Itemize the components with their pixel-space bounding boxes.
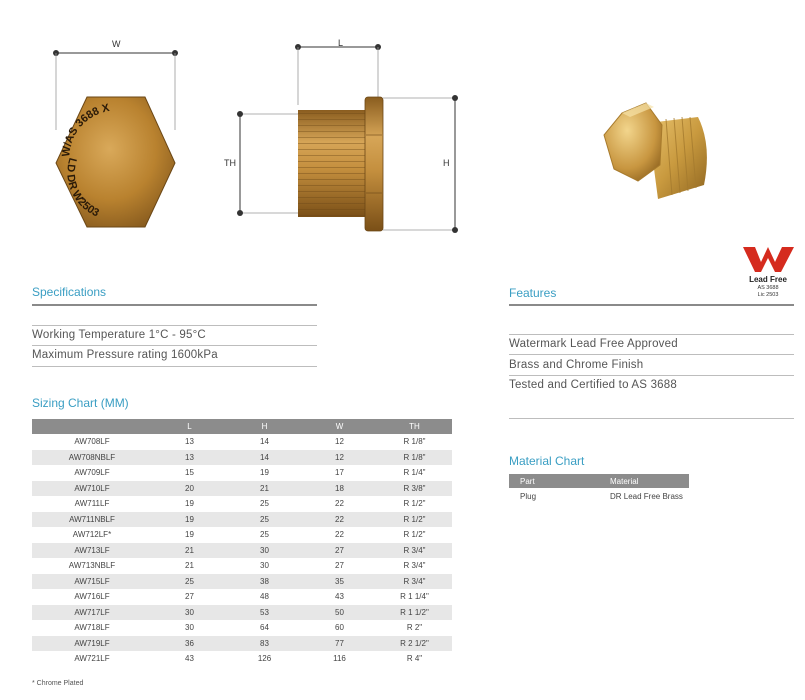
feature-watermark-approved: Watermark Lead Free Approved	[509, 338, 678, 350]
hex-marking-top: W/AS 3688 X	[60, 101, 111, 158]
sizing-cell-h: 30	[227, 543, 302, 559]
sizing-cell-code: AW718LF	[74, 623, 110, 633]
sizing-cell-w: 22	[335, 530, 344, 540]
sizing-cell-code: AW713LF	[32, 543, 152, 559]
sizing-header-th: TH	[377, 419, 452, 434]
sizing-cell-th: R 1/2"	[377, 512, 452, 528]
sizing-cell-th: R 3/8"	[377, 481, 452, 497]
sizing-cell-w: 43	[335, 592, 344, 602]
sizing-cell-h: 83	[227, 636, 302, 652]
sizing-cell-h: 53	[227, 605, 302, 621]
material-part-cell: Plug	[520, 492, 537, 501]
sizing-cell-h: 30	[260, 561, 269, 571]
table-row	[32, 589, 452, 605]
w-dimension-label: W	[112, 39, 121, 49]
sizing-cell-code: AW712LF*	[72, 530, 112, 540]
material-header-material: Material	[599, 474, 689, 488]
sizing-cell-code: AW710LF	[32, 481, 152, 497]
sizing-cell-h: 64	[260, 623, 269, 633]
sizing-cell-th: R 1/8"	[377, 450, 452, 466]
table-row	[32, 527, 452, 543]
chrome-plated-footnote: * Chrome Plated	[32, 680, 84, 687]
sizing-cell-th: R 3/4"	[403, 561, 426, 571]
sizing-cell-h: 25	[260, 530, 269, 540]
sizing-header-l: L	[152, 419, 227, 434]
sizing-cell-h: 14	[260, 437, 269, 447]
sizing-cell-l: 36	[152, 636, 227, 652]
spec-working-temperature: Working Temperature 1°C - 95°C	[32, 329, 206, 341]
table-row	[32, 636, 452, 652]
material-value-cell: DR Lead Free Brass	[610, 492, 683, 501]
h-dimension-label: H	[443, 158, 450, 168]
sizing-cell-w: 17	[335, 468, 344, 478]
table-row	[32, 450, 452, 466]
feature-divider-3	[509, 418, 794, 419]
table-row	[32, 651, 452, 667]
sizing-cell-h: 14	[227, 450, 302, 466]
sizing-cell-w: 22	[335, 499, 344, 509]
sizing-cell-th: R 1/2"	[403, 499, 426, 509]
side-view-drawing	[228, 35, 473, 240]
table-row	[32, 481, 452, 497]
watermark-logo-icon	[741, 244, 796, 274]
table-row	[32, 574, 452, 590]
table-row	[32, 465, 452, 481]
sizing-cell-th: R 3/4"	[377, 574, 452, 590]
sizing-cell-h: 48	[260, 592, 269, 602]
table-row	[32, 558, 452, 574]
material-row	[509, 488, 689, 505]
sizing-header-w: W	[302, 419, 377, 434]
sizing-cell-code: AW708LF	[74, 437, 110, 447]
table-row	[32, 496, 452, 512]
features-title-rule	[509, 304, 794, 306]
sizing-cell-code: AW711NBLF	[32, 512, 152, 528]
sizing-chart-table	[32, 419, 452, 667]
sizing-cell-code: AW713NBLF	[68, 561, 116, 571]
sizing-cell-w: 12	[335, 437, 344, 447]
feature-divider-2	[509, 375, 794, 376]
spec-maximum-pressure: Maximum Pressure rating 1600kPa	[32, 349, 218, 361]
sizing-cell-l: 21	[152, 543, 227, 559]
sizing-cell-code: AW721LF	[74, 654, 110, 664]
sizing-cell-l: 25	[152, 574, 227, 590]
product-photo	[600, 95, 720, 210]
feature-divider-top	[509, 334, 794, 335]
table-row	[32, 512, 452, 528]
sizing-cell-l: 19	[185, 499, 194, 509]
sizing-cell-code: AW711LF	[74, 499, 110, 509]
sizing-cell-code: AW709LF	[74, 468, 110, 478]
feature-certified: Tested and Certified to AS 3688	[509, 379, 677, 391]
sizing-cell-code: AW715LF	[32, 574, 152, 590]
sizing-cell-w: 12	[302, 450, 377, 466]
specifications-title: Specifications	[32, 285, 107, 299]
sizing-header-row	[32, 419, 452, 434]
sizing-cell-w: 27	[302, 543, 377, 559]
sizing-cell-th: R 4"	[406, 654, 423, 664]
table-row	[32, 620, 452, 636]
sizing-header-code	[32, 419, 152, 434]
sizing-cell-l: 21	[185, 561, 194, 571]
material-header-row	[509, 474, 689, 488]
sizing-cell-h: 126	[257, 654, 272, 664]
material-chart-table	[509, 474, 689, 505]
sizing-cell-th: R 3/4"	[377, 543, 452, 559]
sizing-cell-l: 13	[185, 437, 194, 447]
sizing-cell-h: 19	[260, 468, 269, 478]
sizing-cell-l: 43	[185, 654, 194, 664]
hex-end-view-drawing	[45, 35, 185, 240]
sizing-cell-th: R 1/8"	[403, 437, 426, 447]
sizing-cell-th: R 1/4"	[403, 468, 426, 478]
sizing-cell-code: AW708NBLF	[32, 450, 152, 466]
sizing-cell-w: 22	[302, 512, 377, 528]
logo-licence: Lic 2503	[757, 292, 779, 298]
sizing-cell-w: 116	[333, 654, 346, 664]
material-header-part: Part	[509, 474, 599, 488]
sizing-cell-th: R 2"	[406, 623, 423, 633]
features-title: Features	[509, 286, 557, 300]
spec-divider-1	[32, 345, 317, 346]
sizing-cell-h: 38	[227, 574, 302, 590]
logo-standard: AS 3688	[757, 285, 779, 291]
spec-divider-2	[32, 366, 317, 367]
sizing-cell-w: 18	[302, 481, 377, 497]
sizing-cell-l: 19	[152, 512, 227, 528]
feature-finish: Brass and Chrome Finish	[509, 359, 644, 371]
sizing-cell-h: 21	[227, 481, 302, 497]
hex-marking-bottom: LD DR W2503	[64, 156, 101, 220]
sizing-cell-l: 19	[185, 530, 194, 540]
spec-divider-top	[32, 325, 317, 326]
sizing-chart-title: Sizing Chart (MM)	[32, 396, 129, 410]
sizing-cell-l: 30	[152, 605, 227, 621]
table-row	[32, 434, 452, 450]
sizing-cell-w: 60	[335, 623, 344, 633]
logo-name: Lead Free	[749, 275, 787, 284]
table-row	[32, 543, 452, 559]
l-dimension-label: L	[338, 38, 344, 48]
sizing-cell-h: 25	[260, 499, 269, 509]
sizing-cell-th: R 1 1/2"	[377, 605, 452, 621]
sizing-cell-w: 27	[335, 561, 344, 571]
sizing-cell-l: 27	[185, 592, 194, 602]
sizing-cell-code: AW717LF	[32, 605, 152, 621]
sizing-cell-h: 25	[227, 512, 302, 528]
sizing-cell-th: R 1 1/4"	[400, 592, 429, 602]
sizing-cell-l: 13	[152, 450, 227, 466]
feature-divider-1	[509, 354, 794, 355]
sizing-cell-w: 50	[302, 605, 377, 621]
th-dimension-label: TH	[224, 158, 236, 168]
sizing-cell-th: R 1/2"	[403, 530, 426, 540]
sizing-header-h: H	[227, 419, 302, 434]
specifications-title-rule	[32, 304, 317, 306]
sizing-cell-l: 15	[185, 468, 194, 478]
material-chart-title: Material Chart	[509, 454, 585, 468]
sizing-cell-w: 77	[302, 636, 377, 652]
sizing-cell-w: 35	[302, 574, 377, 590]
sizing-cell-l: 30	[185, 623, 194, 633]
sizing-cell-l: 20	[152, 481, 227, 497]
sizing-cell-code: AW719LF	[32, 636, 152, 652]
table-row	[32, 605, 452, 621]
sizing-cell-th: R 2 1/2"	[377, 636, 452, 652]
sizing-cell-code: AW716LF	[74, 592, 110, 602]
